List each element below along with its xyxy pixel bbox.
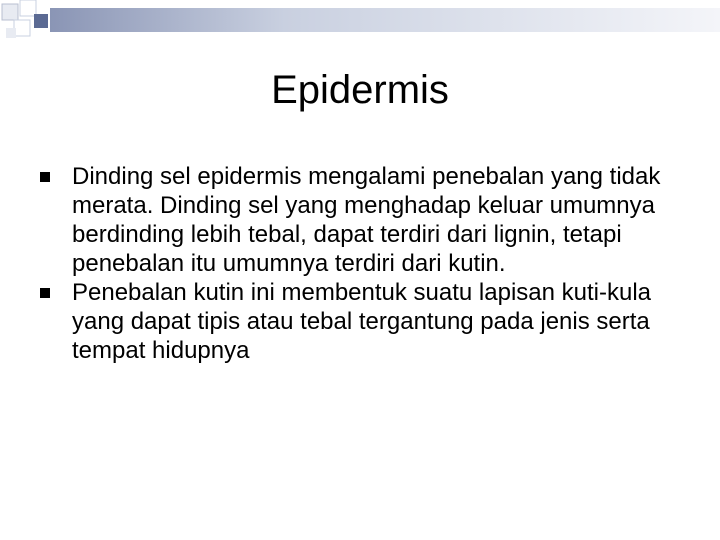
square-bullet-icon (40, 288, 50, 298)
decorative-header-bar (0, 0, 720, 48)
gradient-band (50, 8, 720, 32)
bullet-text-2: Penebalan kutin ini membentuk suatu lapisan kuti-kula yang dapat tipis atau tebal tergantung pada jenis serta tempat hidupnya (72, 279, 652, 364)
square-bullet-icon (40, 172, 50, 182)
deco-square-1 (2, 4, 18, 20)
deco-square-5 (6, 28, 16, 38)
bullet-list (40, 162, 700, 365)
deco-square-4 (34, 14, 48, 28)
bullet-text-1: Dinding sel epidermis mengalami penebalan yang tidak merata. Dinding sel yang menghadap keluar umumnya berdinding lebih tebal, dapat terdiri dari lignin, tetapi penebalan itu umumnya terdiri dari kutin. (72, 163, 661, 277)
bullet-item-2 (40, 278, 700, 365)
deco-square-3 (14, 20, 30, 36)
slide-title: Epidermis (271, 68, 449, 112)
deco-square-2 (20, 0, 36, 16)
bullet-item-1 (40, 162, 700, 278)
